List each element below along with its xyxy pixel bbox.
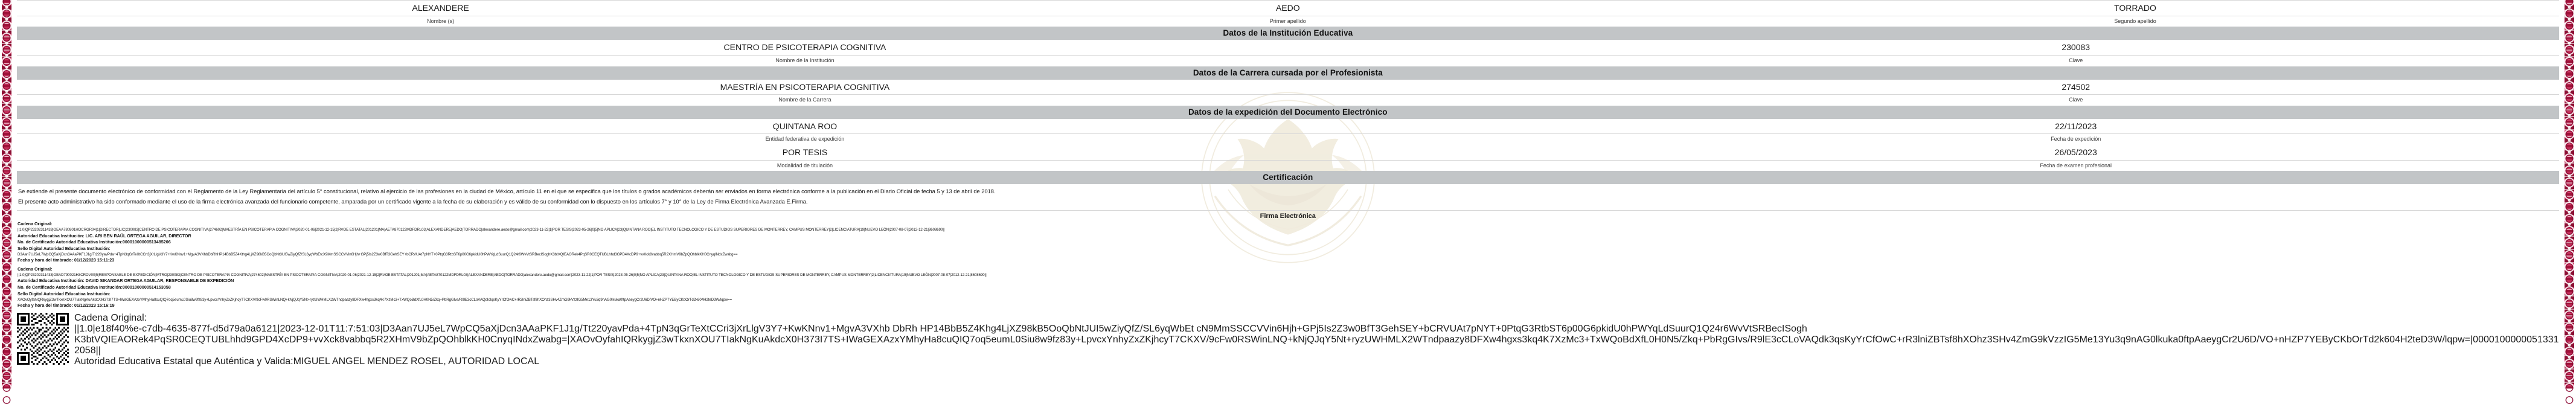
director-timbrado-value: 01/12/2023 15:11:23 (74, 257, 115, 263)
expedicion-fecha-examen-label: Fecha de examen profesional (2040, 162, 2112, 168)
expedicion-fecha-examen-cell (1593, 145, 2559, 171)
section-header-certificacion: Certificación (17, 171, 2559, 184)
carrera-nombre-cell (17, 80, 1593, 106)
director-timbrado (18, 257, 2558, 264)
certificacion-parrafo-2: El presente acto administrativo ha sido conformado mediante el uso de la firma electrónica avanzada del funcionario competente, amparada por un certificado vigente a la fecha de su elaboración y es válido de su conformidad con lo dispuesto en los artículos 7° y 10° de la Ley de Firma Electrónica Avanzada E.Firma. (18, 198, 808, 205)
institucion-clave-label: Clave (2069, 57, 2083, 63)
holder-primer-apellido-value: AEDO (864, 1, 1711, 16)
institucion-clave-cell (1593, 40, 2559, 66)
document-body (13, 0, 2563, 386)
responsable-sello-digital: XAOvOyfahIQRkygjZ3wTkxnXOU7TIakNgKuAkdcXlH373I7TS+IWaGEXAzxYMhyHa8cuQIQ7oq5eumL0Siu8w9fz83y+LpvcxYnhyZxZKjhcyT7CKXV/9cFw0RSWinLNQ+kNjQJqY5Nt+ryzUWHMLX2WTndpaazy8DFXw4hgxs3kq4K7XzMc3+TxWQoBdXfL0H0N5/Zkq+PbRgGIvs/R9lE3cCLoVAQdk3qsKyYrCfOwC+rR3lniZBTsf8hXOhz3SHv4ZmG9kVzzIG5Me13Yu3q9nAG0lkuka0ftpAaeygCr2U6D/VO+nHZP7YEByCKbOrTd2k604H2teD3W/lqpw== (18, 297, 732, 302)
responsable-certificado-label: No. de Certificado Autoridad Educativa Institución: (18, 284, 123, 290)
firma-electronica-title: Firma Electrónica (17, 210, 2559, 221)
responsable-timbrado-value: 01/12/2023 15:16:19 (74, 303, 115, 309)
certificacion-parrafo-1: Se extiende el presente documento electrónico de conformidad con el Reglamento de la Ley Reglamentaria del artículo 5° constitucional, relativo al ejercicio de las profesiones en la ciudad de México, artículo 11 en el que se especifica que los títulos o grados académicos deberán ser enviados en forma electrónica conforme a la publicación en el Diario Oficial de fecha 5 y 13 de abril de 2018. (18, 188, 996, 195)
responsable-timbrado (18, 303, 2558, 309)
responsable-certificado (18, 284, 2558, 291)
qr-code (17, 313, 69, 365)
institucion-clave-value: 230083 (1593, 40, 2559, 56)
holder-primer-apellido-cell (864, 1, 1711, 27)
responsable-autoridad-value: DAVID SIKANDAR ORTEGA AGUILAR, RESPONSABLE DE EXPEDICIÓN (85, 278, 234, 284)
border-pattern-left (2, 0, 11, 389)
expedicion-entidad-cell (17, 119, 1593, 145)
firma-block-director (17, 221, 2559, 264)
document-content (13, 0, 2563, 367)
director-sello-digital: D3Aan7UJ5eL7WpCQ5aXjDcn3AAaPKF1J1g/Tt220yavPda+4TpN3qGrTeXtCCri3jXrLlgV3Y7+KwKNnv1+MgvA3VXhbDbRhHP14BbB5Z4Kthg4LjXZ98kB5OoQbNt3UI5wZiyQfZ/SL6yqWbEtcX9MmSSCCVVin6Hjh+GPj5Is2Z3w0BfT3GehSEY+bCRVUAt7pNYT+0PtqG3RtbST6p00G6pkidU0hPWYqLdSuurQ1Q24r6WvVtSRBecISoghK3btVQIEAORek4PqSR0CEQTUBLhhd3GPD4XcDP9+vvXck8vabbq5R2XHmV9bZpQOhblkKH0CnyqINdxZwabg== (18, 252, 738, 257)
certificacion-body (17, 184, 2559, 208)
institucion-nombre-label: Nombre de la Institución (775, 57, 835, 63)
director-sello-label: Sello Digital Autoridad Educativa Institución: (18, 246, 111, 252)
expedicion-modalidad-cell (17, 145, 1593, 171)
expedicion-modalidad-label: Modalidad de titulación (777, 162, 833, 168)
responsable-autoridad (18, 278, 2558, 284)
expedicion-entidad-label: Entidad federativa de expedición (765, 136, 845, 143)
section-header-institucion: Datos de la Institución Educativa (17, 27, 2559, 40)
holder-nombre-value: ALEXANDERE (17, 1, 864, 16)
estatal-cadena-label: Cadena Original: (74, 313, 147, 324)
border-dot-motif (2568, 404, 2571, 407)
expedicion-fecha-label: Fecha de expedición (2051, 136, 2101, 143)
expedicion-entidad-value: QUINTANA ROO (17, 119, 1593, 135)
director-cadena-label: Cadena Original: (18, 221, 53, 227)
carrera-clave-label: Clave (2069, 97, 2083, 103)
director-cadena-original: ||1.0|QP23202311433|OEAA780801HOCRGR04|1|DIRECTOR|LIC|230083|CENTRO DE PSICOTERAPIA COGNITIVA|274602|MAESTRÍA EN PSICOTERAPIA COGNITIVA|2020-01-06|2021-12-15|2|RVOE ESTATAL|201201|MA|AETA870122MDFDRL03|ALEXANDERE|AEDO|TORRADO|alexandere.aedo@gmail.com|2023-11-22|1|POR TESIS|2023-05-26|0|5|NO APLICA|23|QUINTANA ROO|EL INSTITUTO TECNOLOGICO Y DE ESTUDIOS SUPERIORES DE MONTERREY, CAMPUS MONTERREY|2|LICENCIATURA|19|NUEVO LEÓN|2007-08-07|2012-12-21|8608690|| (18, 227, 945, 232)
expedicion-fecha-value: 22/11/2023 (1593, 119, 2559, 135)
institucion-nombre-value: CENTRO DE PSICOTERAPIA COGNITIVA (17, 40, 1593, 56)
section-header-carrera: Datos de la Carrera cursada por el Profesionista (17, 66, 2559, 80)
firma-block-responsable (17, 266, 2559, 309)
holder-segundo-apellido-value: TORRADO (1711, 1, 2558, 16)
institucion-row (17, 40, 2559, 66)
holder-name-row (17, 1, 2559, 27)
carrera-nombre-label: Nombre de la Carrera (778, 97, 831, 103)
estatal-autoridad (74, 356, 2559, 367)
carrera-nombre-value: MAESTRÍA EN PSICOTERAPIA COGNITIVA (17, 80, 1593, 95)
ornamental-border-left (0, 0, 13, 386)
responsable-cadena-original: ||1.0|QP23202311433|OEAD790021H3CROV00|5|RESPONSABLE DE EXPEDICIÓN|MTRO|230083|CENTRO DE PSICOTERAPIA COGNITIVA|274602|MAESTRÍA EN PSICOTERAPIA COGNITIVA|2020-01-06|2021-12-15|2|RVOE ESTATAL|201201|MA|AETA870122MDFDRL03|ALEXANDERE|AEDO|TORRADO|alexandere.aedo@gmail.com|2023-11-22|1|POR TESIS|2023-05-26|0|5|NO APLICA|23|QUINTANA ROO|EL INSTITUTO TECNOLOGICO Y DE ESTUDIOS SUPERIORES DE MONTERREY, CAMPUS MONTERREY|2|LICENCIATURA|19|NUEVO LEÓN|2007-08-07|2012-12-21|8608690|| (18, 272, 987, 277)
director-certificado-label: No. de Certificado Autoridad Educativa Institución: (18, 239, 123, 245)
estatal-text (74, 313, 2559, 367)
holder-segundo-apellido-label: Segundo apellido (2114, 18, 2156, 24)
section-header-expedicion: Datos de la expedición del Documento Electrónico (17, 106, 2559, 119)
director-timbrado-label: Fecha y hora del timbrado: (18, 257, 73, 263)
responsable-timbrado-label: Fecha y hora del timbrado: (18, 303, 73, 309)
director-certificado-value: 00001000000513485206 (122, 239, 171, 245)
firma-block-estatal (17, 309, 2559, 367)
responsable-certificado-value: 00001000000514153058 (122, 284, 171, 290)
border-dot-motif (5, 404, 8, 407)
expedicion-row-1 (17, 119, 2559, 145)
estatal-cadena-original: ||1.0|e18f40%e-c7db-4635-877f-d5d79a0a6121|2023-12-01T11:7:51:03|D3Aan7UJ5eL7WpCQ5aXjDcn3AAaPKF1J1g/Tt220yavPda+4TpN3qGrTeXtCCri3jXrLlgV3Y7+KwKNnv1+MgvA3VXhb DbRh HP14BbB5Z4Khg4LjXZ98kB5OoQbNtJUI5wZiyQfZ/SL6yqWbEt cN9MmSSCCVVin6Hjh+GPj5Is2Z3w0BfT3GehSEY+bCRVUAt7pNYT+0PtqG3RtbST6p00G6pkidU0hPWYqLdSuurQ1Q24r6WvVtSRBecISogh K3btVQIEAORek4PqSR0CEQTUBLhhd9GPD4XcDP9+vvXck8vabbq5R2XHmV9bZpQOhblkKH0CnyqINdxZwabg=|XAOvOyfahIQRkygjZ3wTkxnXOU7TIakNgKuAkdcX0H373I7TS+IWaGEXAzxYMhyHa8cuQIQ7oq5eumL0Siu8w9fz83y+LpvcxYnhyZxZKjhcyT7CKXV/9cFw0RSWinLNQ+kNjQJqY5Nt+ryzUWHMLX2WTndpaazy8DFXw4hgxs3kq4K7XzMc3+TxWQoBdXfL0H0N5/Zkq+PbRgGIvs/R9lE3cCLoVAQdk3qsKyYrCfOwC+rR3lniZBTsf8hXOhz3SHv4ZmG9kVzzIG5Me13Yu3q9nAG0lkuka0ftpAaeygCr2U6D/VO+nHZP7YEByCKbOrTd2k604H2teD3W/lqpw=|0000100000051331 2058|| (74, 324, 2559, 356)
expedicion-modalidad-value: POR TESIS (17, 145, 1593, 161)
director-autoridad-label: Autoridad Educativa Institución: (18, 232, 85, 239)
director-certificado (18, 239, 2558, 246)
estatal-autoridad-label: Autoridad Educativa Estatal que Auténtica y Valida: (74, 356, 293, 367)
carrera-clave-value: 274502 (1593, 80, 2559, 95)
holder-nombre-cell (17, 1, 864, 27)
holder-primer-apellido-label: Primer apellido (1269, 18, 1306, 24)
expedicion-fecha-cell (1593, 119, 2559, 145)
expedicion-fecha-examen-value: 26/05/2023 (1593, 145, 2559, 161)
estatal-autoridad-value: MIGUEL ANGEL MENDEZ ROSEL, AUTORIDAD LOCAL (293, 356, 540, 367)
responsable-autoridad-label: Autoridad Educativa Institución: (18, 278, 85, 284)
responsable-cadena-label: Cadena Original: (18, 266, 53, 272)
ornamental-border-right (2563, 0, 2576, 386)
holder-nombre-label: Nombre (s) (427, 18, 455, 24)
carrera-row (17, 80, 2559, 106)
institucion-nombre-cell (17, 40, 1593, 66)
expedicion-row-2 (17, 145, 2559, 171)
responsable-sello-label: Sello Digital Autoridad Educativa Institución: (18, 291, 111, 297)
carrera-clave-cell (1593, 80, 2559, 106)
holder-segundo-apellido-cell (1711, 1, 2558, 27)
director-autoridad-value: LIC. ARI BEN RAÚL ORTEGA AGUILAR, DIRECTOR (85, 232, 191, 239)
director-autoridad (18, 233, 2558, 240)
border-pattern-right (2565, 0, 2574, 389)
